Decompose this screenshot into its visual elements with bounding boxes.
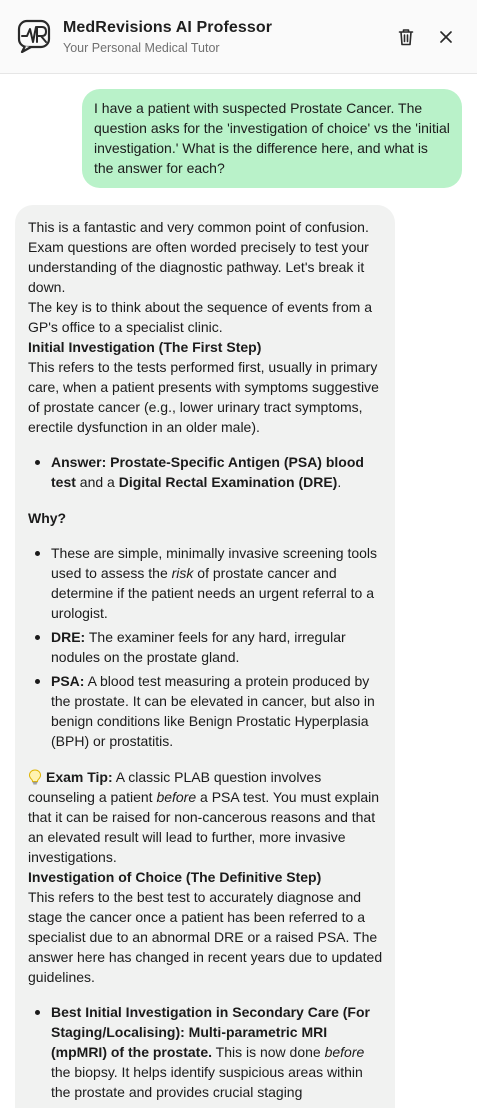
list-item: These are simple, minimally invasive screening tools used to assess the risk of prostate cancer and determine if the patient needs an urgent referral to a urologist.	[51, 543, 383, 623]
section-text: This refers to the best test to accurately diagnose and stage the cancer once a patient has been referred to a specialist due to an abnormal DRE or a raised PSA. The answer here has changed in recent years due to updated guidelines.	[28, 889, 383, 985]
why-list	[28, 543, 383, 751]
chat-header	[0, 0, 477, 74]
chat-messages[interactable]	[0, 75, 477, 1108]
medrevisions-logo-icon	[17, 19, 53, 53]
section-text: This refers to the tests performed first, usually in primary care, when a patient presents with symptoms suggestive of prostate cancer (e.g., lower urinary tract symptoms, erectile dysfunction in an older male).	[28, 359, 379, 435]
answer-list	[28, 452, 383, 492]
section-heading: Initial Investigation (The First Step)	[28, 339, 262, 355]
list-item: PSA: A blood test measuring a protein produced by the prostate. It can be elevated in cancer, but also in benign conditions like Benign Prostatic Hyperplasia (BPH) or prostatitis.	[51, 671, 383, 751]
intro-paragraph: The key is to think about the sequence of events from a GP's office to a specialist clinic.	[28, 299, 372, 335]
close-button[interactable]	[436, 27, 456, 47]
lightbulb-icon	[28, 769, 42, 785]
list-item: Answer: Prostate-Specific Antigen (PSA) blood test and a Digital Rectal Examination (DRE).	[51, 452, 383, 492]
assistant-message	[15, 205, 395, 1108]
trash-icon	[398, 28, 414, 46]
clear-chat-button[interactable]	[396, 27, 416, 47]
list-item: Best Initial Investigation in Secondary Care (For Staging/Localising): Multi-parametric MRI (mpMRI) of the prostate. This is now done before the biopsy. It helps identify suspicious areas within the prostate and provides crucial staging	[51, 1002, 383, 1102]
choice-list	[28, 1002, 383, 1102]
section-heading: Investigation of Choice (The Definitive Step)	[28, 869, 322, 885]
user-message: I have a patient with suspected Prostate Cancer. The question asks for the 'investigation of choice' vs the 'initial investigation.' What is the difference here, and what is the answer for each?	[82, 89, 462, 188]
close-icon	[439, 30, 453, 44]
app-subtitle: Your Personal Medical Tutor	[63, 41, 220, 55]
intro-paragraph: This is a fantastic and very common point of confusion. Exam questions are often worded precisely to test your understanding of the diagnostic pathway. Let's break it down.	[28, 219, 369, 295]
app-title: MedRevisions AI Professor	[63, 19, 273, 36]
exam-tip: Exam Tip: A classic PLAB question involves counseling a patient before a PSA test. You must explain that it can be raised for non-cancerous reasons and that an elevated result will lead to further, more invasive investigations.	[28, 769, 380, 865]
list-item: DRE: The examiner feels for any hard, irregular nodules on the prostate gland.	[51, 627, 383, 667]
section-heading: Why?	[28, 510, 67, 526]
